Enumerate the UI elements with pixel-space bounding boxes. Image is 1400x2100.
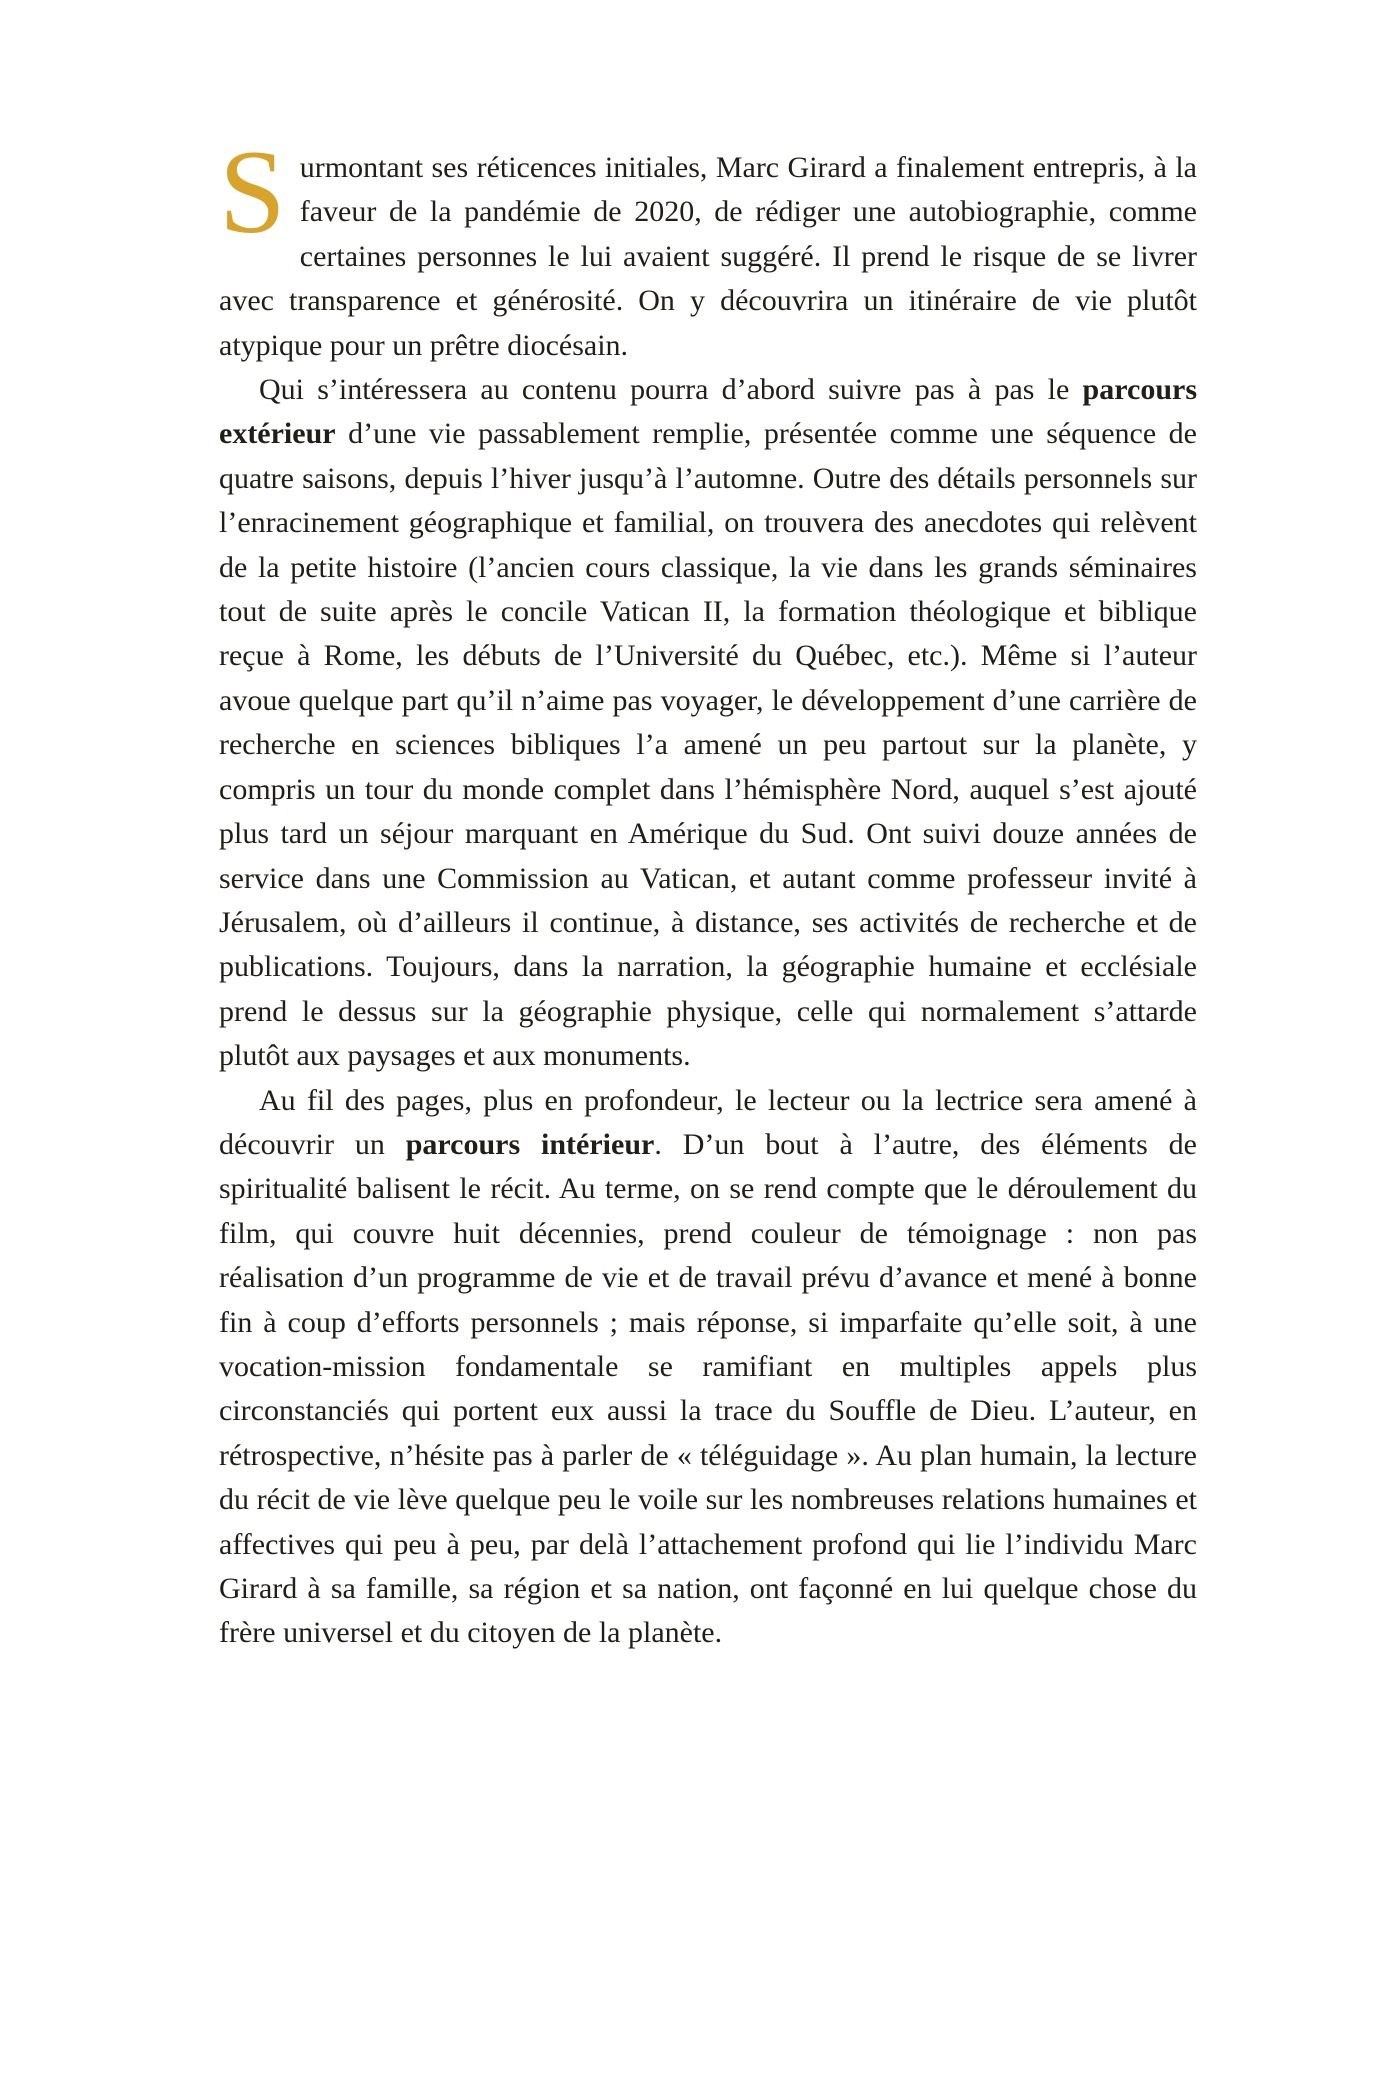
- bold-phrase: parcours intérieur: [405, 1127, 655, 1161]
- body-text: [219, 125, 1197, 1656]
- paragraph-parcours-interieur: [219, 1079, 1197, 1656]
- paragraph-intro: [219, 125, 1197, 368]
- text-segment: Au fil des pages, plus en profondeur, le lecteur ou la lectrice sera amené à découvrir un: [219, 1083, 1197, 1161]
- text-segment: urmontant ses réticences initiales, Marc Girard a finalement entrepris, à la faveur de la pandémie de 2020, de rédiger une autobiographie, comme certaines personnes le lui avaient suggéré. Il prend le risque de se livrer avec transparence et générosité. On y découvrira un itinéraire de vie plutôt atypique pour un prêtre diocésain.: [219, 151, 1197, 362]
- text-segment: . D’un bout à l’autre, des éléments de spiritualité balisent le récit. Au terme, on se rend compte que le déroulement du film, qui couvre huit décennies, prend couleur de témoignage : non pas réalisation d’un programme de vie et de travail prévu d’avance et mené à bonne fin à coup d’efforts personnels ; mais réponse, si imparfaite qu’elle soit, à une vocation-mission fondamentale se ramifiant en multiples appels plus circonstanciés qui portent eux aussi la trace du Souffle de Dieu. L’auteur, en rétrospective, n’hésite pas à parler de « téléguidage ». Au plan humain, la lecture du récit de vie lève quelque peu le voile sur les nombreuses relations humaines et affectives qui peu à peu, par delà l’attachement profond qui lie l’individu Marc Girard à sa famille, sa région et sa nation, ont façonné en lui quelque chose du frère universel et du citoyen de la planète.: [219, 1127, 1197, 1650]
- text-segment: Qui s’intéressera au contenu pourra d’abord suivre pas à pas le: [259, 373, 1083, 407]
- paragraph-parcours-exterieur: [219, 368, 1197, 1079]
- bold-phrase: parcours extérieur: [219, 373, 1197, 451]
- dropcap-letter: S: [219, 125, 286, 258]
- text-segment: d’une vie passablement remplie, présentée comme une séquence de quatre saisons, depuis l’hiver jusqu’à l’automne. Outre des détails personnels sur l’enracinement géographique et familial, on trouvera des anecdotes qui relèvent de la petite histoire (l’ancien cours classique, la vie dans les grands séminaires tout de suite après le concile Vatican II, la formation théologique et biblique reçue à Rome, les débuts de l’Université du Québec, etc.). Même si l’auteur avoue quelque part qu’il n’aime pas voyager, le développement d’une carrière de recherche en sciences bibliques l’a amené un peu partout sur la planète, y compris un tour du monde complet dans l’hémisphère Nord, auquel s’est ajouté plus tard un séjour marquant en Amérique du Sud. Ont suivi douze années de service dans une Commission au Vatican, et autant comme professeur invité à Jérusalem, où d’ailleurs il continue, à distance, ses activités de recherche et de publications. Toujours, dans la narration, la géographie humaine et ecclésiale prend le dessus sur la géographie physique, celle qui normalement s’attarde plutôt aux paysages et aux monuments.: [219, 417, 1197, 1073]
